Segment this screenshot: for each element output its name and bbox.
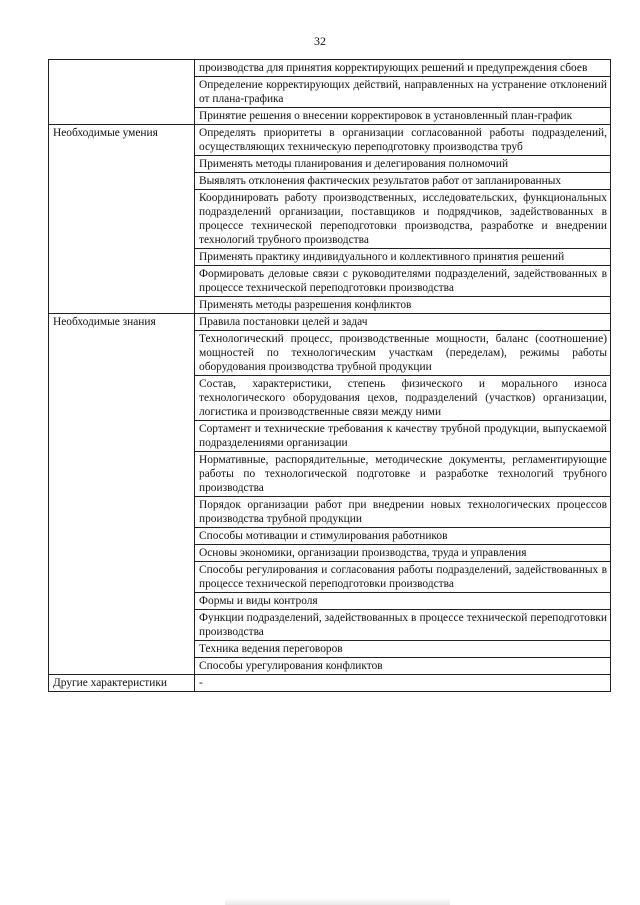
table-row	[49, 675, 611, 692]
scan-artifact	[225, 898, 450, 905]
requirement-item: Порядок организации работ при внедрении новых технологических процессов производства трубной продукции	[195, 497, 611, 528]
requirement-item: Способы регулирования и согласования работы подразделений, задействованных в процессе технической переподготовки производства	[195, 562, 611, 593]
requirement-item: Применять методы разрешения конфликтов	[195, 297, 611, 314]
table-row	[49, 125, 611, 156]
requirement-item: Формировать деловые связи с руководителями подразделений, задействованных в процессе технической переподготовки производства	[195, 266, 611, 297]
requirement-item: производства для принятия корректирующих решений и предупреждения сбоев	[195, 60, 611, 77]
table-row	[49, 60, 611, 77]
section-label-knowledge: Необходимые знания	[49, 314, 195, 675]
requirement-item: Применять методы планирования и делегирования полномочий	[195, 156, 611, 173]
requirement-item: Способы мотивации и стимулирования работников	[195, 528, 611, 545]
section-label-continued	[49, 60, 195, 125]
requirement-item: Выявлять отклонения фактических результатов работ от запланированных	[195, 173, 611, 190]
qualification-table-body	[49, 60, 611, 692]
requirement-item: Формы и виды контроля	[195, 593, 611, 610]
requirement-item: Правила постановки целей и задач	[195, 314, 611, 331]
requirement-item: Функции подразделений, задействованных в процессе технической переподготовки производства	[195, 610, 611, 641]
qualification-table	[48, 59, 611, 692]
requirement-item: Применять практику индивидуального и коллективного принятия решений	[195, 249, 611, 266]
requirement-item: Техника ведения переговоров	[195, 641, 611, 658]
requirement-item: Координировать работу производственных, исследовательских, функциональных подразделений организации, поставщиков и подрядчиков, задействованных в процессе технической переподготовки производства, разработке и внедрении технологий трубного производства	[195, 190, 611, 249]
section-label-other: Другие характеристики	[49, 675, 195, 692]
requirement-item: Состав, характеристики, степень физического и морального износа технологического оборудования цехов, подразделений (участков) организации, логистика и производственные связи между ними	[195, 376, 611, 421]
requirement-item: -	[195, 675, 611, 692]
requirement-item: Принятие решения о внесении корректировок в установленный план-график	[195, 108, 611, 125]
table-row	[49, 314, 611, 331]
requirement-item: Сортамент и технические требования к качеству трубной продукции, выпускаемой подразделениями организации	[195, 421, 611, 452]
page-number: 32	[314, 34, 326, 48]
requirement-item: Определение корректирующих действий, направленных на устранение отклонений от плана-графика	[195, 77, 611, 108]
requirement-item: Нормативные, распорядительные, методические документы, регламентирующие работы по технологической подготовке и разработке технологий трубного производства	[195, 452, 611, 497]
requirement-item: Основы экономики, организации производства, труда и управления	[195, 545, 611, 562]
requirement-item: Технологический процесс, производственные мощности, баланс (соотношение) мощностей по технологическим участкам (переделам), режимы работы оборудования производства трубной продукции	[195, 331, 611, 376]
section-label-skills: Необходимые умения	[49, 125, 195, 314]
requirement-item: Способы урегулирования конфликтов	[195, 658, 611, 675]
requirement-item: Определять приоритеты в организации согласованной работы подразделений, осуществляющих техническую переподготовку производства труб	[195, 125, 611, 156]
